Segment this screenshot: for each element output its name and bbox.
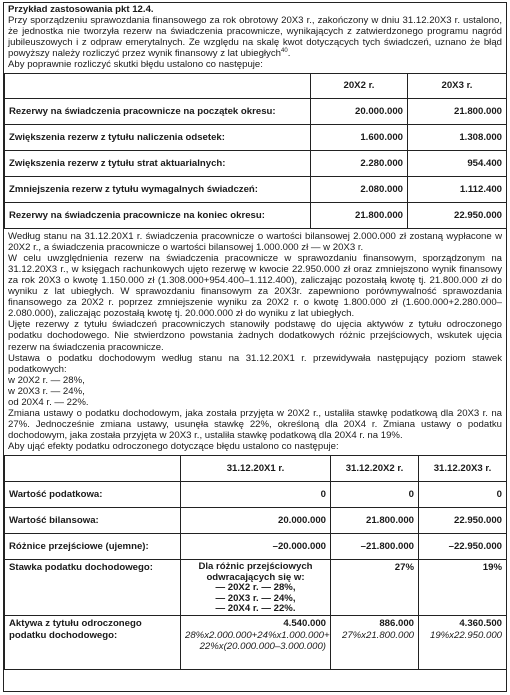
- rate-list-cell: [181, 560, 331, 616]
- value-cell: 1.308.000: [408, 124, 507, 150]
- header-cell: 20X3 r.: [408, 73, 507, 98]
- value-cell: 21.800.000: [311, 202, 408, 228]
- value-cell: 1.112.400: [408, 176, 507, 202]
- provisions-table: [4, 73, 507, 229]
- table-row: [5, 176, 507, 202]
- header-cell: 31.12.20X2 r.: [331, 456, 419, 482]
- value-cell: [181, 616, 331, 670]
- value-cell: –20.000.000: [181, 534, 331, 560]
- calculation: 28%x2.000.000+24%x1.000.000+: [185, 629, 330, 641]
- table-header-row: [5, 456, 507, 482]
- value-cell: –22.950.000: [419, 534, 507, 560]
- value-cell: 21.800.000: [408, 98, 507, 124]
- example-frame: [3, 2, 507, 692]
- value-cell: 0: [331, 482, 419, 508]
- header-cell: 31.12.20X3 r.: [419, 456, 507, 482]
- rate-line: — 20X2 r. — 28%,: [215, 582, 296, 594]
- paragraph: W celu uwzględnienia rezerw na świadczenia pracownicze w sprawozdaniu finansowym, sporządzonym na 31.12.20X3 r., w księgach rachunkowych ujęto rezerwę w kwocie 22.950.000 zł oraz zmniejszono wynik finansowy za rok 20X3 o kwotę 1.150.000 zł (1.308.000+954.400–1.112.400), zaliczając pozostałą kwotę tj. 21.800.000 zł do wyniku z lat ubiegłych. W sprawozdaniu finansowym za 20X3r. zapewniono porównywalność sprawozdania finansowego za 20X2 r. poprzez zmniejszenie wyniku za 20X2 r. o kwotę 1.800.000 zł (1.600.000+2.280.000–2.080.000), zaliczając pozostałą kwotę tj. 20.000.000 zł do wyniku z lat ubiegłych.: [8, 252, 502, 320]
- value-cell: 954.400: [408, 150, 507, 176]
- value-cell: 0: [181, 482, 331, 508]
- row-label: Różnice przejściowe (ujemne):: [5, 534, 181, 560]
- row-label-line: podatku dochodowego:: [9, 629, 118, 641]
- table-row: [5, 124, 507, 150]
- intro-block: [4, 3, 506, 71]
- value-cell: 2.280.000: [311, 150, 408, 176]
- value-cell: 2.080.000: [311, 176, 408, 202]
- paragraph: Aby ująć efekty podatku odroczonego dotyczące błędu ustalono co następuje:: [8, 441, 339, 453]
- calculation: 22%x(20.000.000–3.000.000): [199, 640, 326, 652]
- paragraph: Według stanu na 31.12.20X1 r. świadczenia pracownicze o wartości bilansowej 2.000.000 zł zostaną wypłacone w 20X2 r., a świadczenia pracownicze o wartości bilansowej 1.000.000 zł — w 20X3 r.: [8, 230, 502, 253]
- value: 886.000: [379, 618, 414, 630]
- intro-text: Przy sporządzeniu sprawozdania finansowego za rok obrotowy 20X3 r., zakończony w dniu 31.12.20X3 r. ustalono, że jednostka nie tworzyła rezerw na świadczenia pracownicze, wynikających z zatwierdzonego programu nagród jubileuszowych i z odpraw emerytalnych. Ze względu na skalę kwot dotyczących tych świadczeń, uznano że błąd powyższy należy rozliczyć przez wynik finansowy z lat ubiegłych: [8, 15, 502, 60]
- row-label: Rezerwy na świadczenia pracownicze na koniec okresu:: [5, 202, 311, 228]
- value-cell: 22.950.000: [408, 202, 507, 228]
- value-cell: [419, 616, 507, 670]
- header-cell: [5, 73, 311, 98]
- table-row: [5, 534, 507, 560]
- header-cell: 31.12.20X1 r.: [181, 456, 331, 482]
- value: 4.360.500: [459, 618, 502, 630]
- footnote-ref: 40: [281, 48, 288, 55]
- table-row: [5, 560, 507, 616]
- paragraph: Ujęte rezerwy z tytułu świadczeń pracowniczych stanowiły podstawę do ujęcia aktywów z tytułu odroczonego podatku dochodowego. Nie stwierdzono powstania żadnych dodatkowych różnic przejściowych, wskutek ujęcia rezerw na świadczenia pracownicze.: [8, 319, 502, 353]
- row-label: [5, 616, 181, 670]
- rate-list-item: od 20X4 r. — 22%.: [8, 396, 89, 408]
- value-cell: 20.000.000: [181, 508, 331, 534]
- row-label: Wartość bilansowa:: [5, 508, 181, 534]
- calculation: 19%x22.950.000: [429, 629, 502, 641]
- value-cell: [331, 616, 419, 670]
- header-cell: [5, 456, 181, 482]
- row-label: Stawka podatku dochodowego:: [5, 560, 181, 616]
- row-label: Wartość podatkowa:: [5, 482, 181, 508]
- paragraph: Zmiana ustawy o podatku dochodowym, jaka została przyjęta w 20X2 r., ustaliła stawkę podatkową dla 20X3 r. na 27%. Jednocześnie zmiana ustawy, usunęła stawkę 22%, określoną dla 20X4 r. Zmiana ustawy o podatku dochodowym, jaka została przyjęta w 20X3 r., ustaliła stawkę podatkową dla 20X4 r. na 19%.: [8, 408, 502, 442]
- explanation-block: [4, 229, 506, 453]
- table-row: [5, 150, 507, 176]
- rate-list-item: w 20X2 r. — 28%,: [8, 374, 85, 386]
- value-cell: 19%: [419, 560, 507, 616]
- rate-line: — 20X4 r. — 22%.: [215, 603, 296, 615]
- calculation: 27%x21.800.000: [341, 629, 414, 641]
- rate-line: — 20X3 r. — 24%,: [215, 592, 296, 604]
- value-cell: 1.600.000: [311, 124, 408, 150]
- value: 4.540.000: [283, 618, 326, 630]
- table-row: [5, 616, 507, 670]
- intro-paragraph: [8, 15, 502, 59]
- value-cell: 0: [419, 482, 507, 508]
- value-cell: 22.950.000: [419, 508, 507, 534]
- row-label: Zwiększenia rezerw z tytułu strat aktuarialnych:: [5, 150, 311, 176]
- rate-line: Dla różnic przejściowych: [198, 561, 313, 573]
- rate-list-item: w 20X3 r. — 24%,: [8, 385, 85, 397]
- table-row: [5, 482, 507, 508]
- deferred-tax-table: [4, 455, 507, 670]
- row-label: Zwiększenia rezerw z tytułu naliczenia odsetek:: [5, 124, 311, 150]
- intro-end: .: [287, 48, 291, 60]
- row-label-line: Aktywa z tytułu odroczonego: [9, 618, 142, 630]
- value-cell: 21.800.000: [331, 508, 419, 534]
- header-cell: 20X2 r.: [311, 73, 408, 98]
- table-header-row: [5, 73, 507, 98]
- example-title: Przykład zastosowania pkt 12.4.: [8, 4, 154, 15]
- value-cell: 20.000.000: [311, 98, 408, 124]
- table-row: [5, 508, 507, 534]
- row-label: Rezerwy na świadczenia pracownicze na początek okresu:: [5, 98, 311, 124]
- value-cell: –21.800.000: [331, 534, 419, 560]
- rate-line: odwracających się w:: [206, 571, 305, 583]
- paragraph: Ustawa o podatku dochodowym według stanu na 31.12.20X1 r. przewidywała następujący poziom stawek podatkowych:: [8, 352, 502, 375]
- value-cell: 27%: [331, 560, 419, 616]
- row-label: Zmniejszenia rezerw z tytułu wymagalnych świadczeń:: [5, 176, 311, 202]
- intro-paragraph-2: Aby poprawnie rozliczyć skutki błędu ustalono co następuje:: [8, 59, 263, 71]
- table-row: [5, 202, 507, 228]
- table-row: [5, 98, 507, 124]
